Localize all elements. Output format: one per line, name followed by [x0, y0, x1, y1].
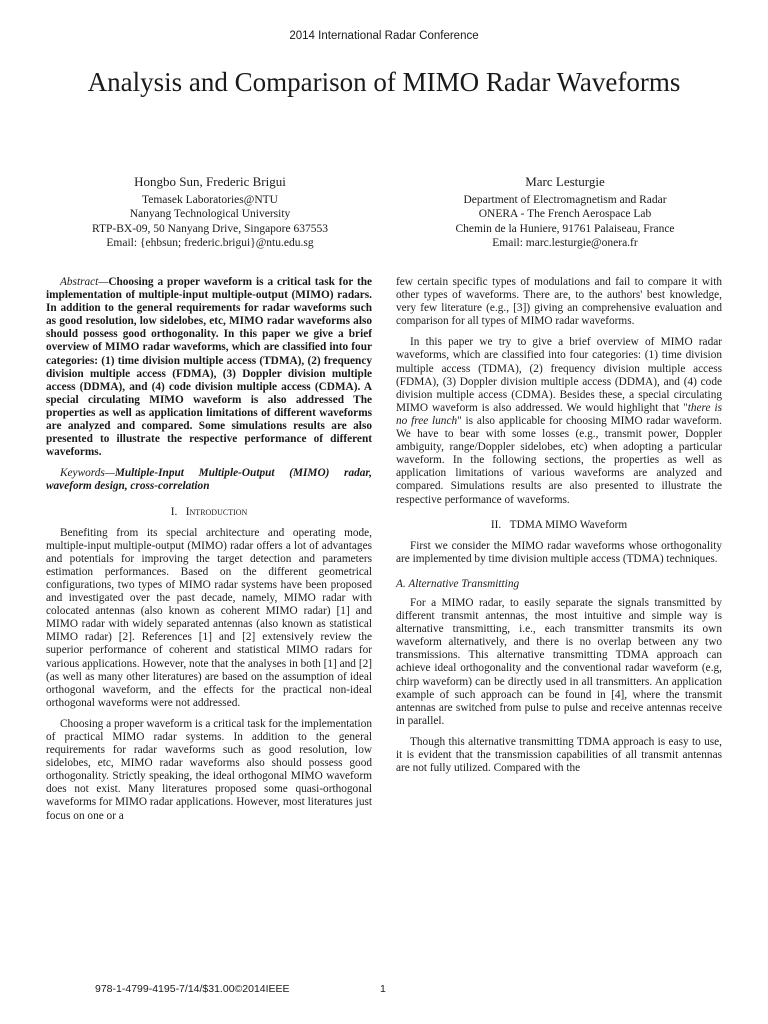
paragraph-text: " is also applicable for choosing MIMO radar waveform. We have to bear with some losses (e.g., transmit power, Doppler ambiguity, range/Doppler sidelobes, etc) when adopting a particular waveform. In the following sections, the properties as well as application limitations of various waveforms are analyzed and compared. Simulations results are also presented to illustrate the respective performance of waveforms. [396, 414, 722, 506]
right-column [396, 276, 722, 783]
body-paragraph: First we consider the MIMO radar waveforms whose orthogonality are implemented by time division multiple access (TDMA) techniques. [396, 539, 722, 565]
author-block-1 [45, 175, 375, 251]
keywords-text: Multiple-Input Multiple-Output (MIMO) radar, waveform design, cross-correlation [46, 467, 372, 493]
section-title: Introduction [185, 505, 248, 518]
body-paragraph: Though this alternative transmitting TDMA approach is easy to use, it is evident that the transmission capabilities of all transmit antennas are not fully utilized. Compared with the [396, 735, 722, 775]
author-names: Marc Lesturgie [525, 174, 605, 189]
conference-header: 2014 International Radar Conference [289, 30, 479, 42]
affiliation-line: Nanyang Technological University [129, 208, 291, 220]
body-paragraph: Choosing a proper waveform is a critical task for the implementation of practical MIMO radar systems. In addition to the general requirements for radar waveforms such as good resolution, low sidelobes, etc, MIMO radar waveforms also should possess good orthogonality. Strictly speaking, the ideal orthogonal MIMO waveform does not exist. Many literatures proposed some quasi-orthogonal waveforms for MIMO radar applications. However, most literatures just focus on one or a [46, 717, 372, 822]
affiliation-line: Department of Electromagnetism and Radar [463, 193, 667, 206]
author-block-2 [405, 175, 725, 251]
body-paragraph: Benefiting from its special architecture and operating mode, multiple-input multiple-output (MIMO) radar offers a lot of advantages and potentials for improving the target detection and parameters estimation performances. Based on the different geometrical configurations, two types of MIMO radar systems have been proposed and investigated over the past decade, namely, MIMO radar with colocated antennas (also known as coherent MIMO radar) [1] and MIMO radar with widely separated antennas (also known as statistical MIMO radar) [2]. References [1] and [2] extensively review the superior performance of coherent and statistical MIMO radars for various applications. However, note that the analyses in both [1] and [2] (as well as many other literatures) are based on the assumption of ideal orthogonal waveform, and the effects for the practical non-ideal orthogonal waveforms were not addressed. [46, 526, 372, 709]
left-column [46, 276, 372, 831]
section-number: II. [490, 518, 502, 531]
body-paragraph [396, 336, 722, 506]
paper-title: Analysis and Comparison of MIMO Radar Waveforms [87, 67, 681, 97]
keywords [46, 467, 372, 493]
section-number: I. [170, 505, 178, 518]
paragraph-text: In this paper we try to give a brief overview of MIMO radar waveforms, which are classified into four categories: (1) time division multiple access (TDMA), (2) frequency division multiple access (FDMA), (3) Doppler division multiple access (DDMA), and (4) code division multiple access (CDMA). Besides these, a special circulating MIMO waveform is also addressed. We would highlight that " [396, 336, 722, 414]
keywords-lead: Keywords— [60, 467, 115, 480]
author-email: Email: {ehbsun; frederic.brigui}@ntu.edu.sg [106, 237, 314, 249]
author-email: Email: marc.lesturgie@onera.fr [492, 237, 638, 249]
affiliation-line: Temasek Laboratories@NTU [142, 193, 278, 206]
copyright-footer: 978-1-4799-4195-7/14/$31.00©2014IEEE [95, 983, 290, 995]
affiliation-line: ONERA - The French Aerospace Lab [478, 208, 652, 220]
body-paragraph: For a MIMO radar, to easily separate the signals transmitted by different transmit antennas, the most intuitive and simple way is alternative transmitting, i.e., each transmitter transmits its own waveform alternatively, and there is no overlap between any two transmissions. This alternative transmitting TDMA approach can achieve ideal orthogonality and the conventional radar waveform (e.g, chirp waveform) can be directly used in all transmitters. An application example of such approach can be found in [4], where the transmit antennas are switched from pulse to pulse and receive antennas receive in parallel. [396, 596, 722, 727]
quoted-phrase: there is no free lunch [396, 401, 722, 427]
affiliation-line: Chemin de la Huniere, 91761 Palaiseau, France [455, 222, 675, 235]
subsection-heading: A. Alternative Transmitting [396, 577, 520, 590]
abstract [46, 276, 372, 459]
section-heading-introduction [46, 506, 372, 519]
body-paragraph: few certain specific types of modulations and fail to compare it with other types of waveforms. There are, to the authors' best knowledge, very few literature (e.g., [3]) giving an comprehensive evaluation and comparison for all types of MIMO radar waveforms. [396, 276, 722, 328]
affiliation-line: RTP-BX-09, 50 Nanyang Drive, Singapore 637553 [92, 222, 328, 235]
page-number: 1 [380, 983, 386, 995]
abstract-lead: Abstract— [60, 276, 109, 288]
section-title: TDMA MIMO Waveform [509, 518, 628, 531]
abstract-text: Choosing a proper waveform is a critical task for the implementation of multiple-input multiple-output (MIMO) radars. In addition to the general requirements for radar waveforms such as good resolution, low sidelobes, etc, MIMO radar waveforms also should possess good orthogonality. In this paper we give a brief overview of MIMO radar waveforms, which are classified into four categories: (1) time division multiple access (TDMA), (2) frequency division multiple access (FDMA), (3) Doppler division multiple access (DDMA), and (4) code division multiple access (CDMA). A special circulating MIMO waveform is also addressed The properties as well as application limitations of different waveforms are analyzed and compared. Some simulations results are also presented to illustrate the respective performance of different waveforms. [46, 276, 372, 459]
section-heading-tdma [396, 519, 722, 532]
author-names: Hongbo Sun, Frederic Brigui [134, 174, 286, 189]
